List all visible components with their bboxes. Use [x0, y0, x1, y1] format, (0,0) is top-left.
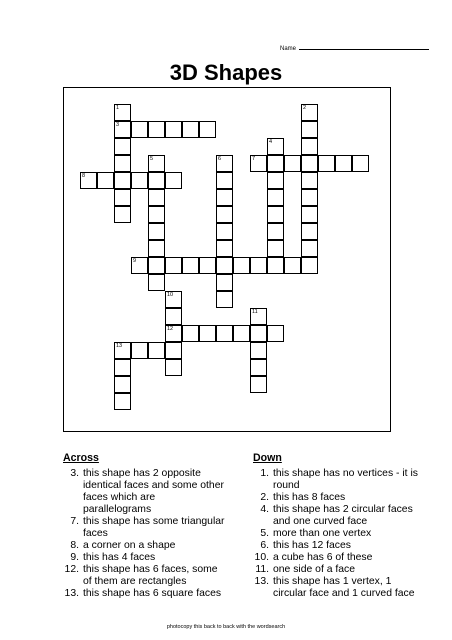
crossword-cell[interactable] — [250, 342, 267, 359]
clue-num: 8. — [70, 540, 79, 551]
crossword-cell[interactable] — [216, 223, 233, 240]
down-clue — [245, 576, 425, 600]
clue-number: 13 — [116, 343, 123, 349]
crossword-cell[interactable] — [267, 189, 284, 206]
crossword-cell[interactable] — [216, 257, 233, 274]
crossword-cell[interactable] — [165, 172, 182, 189]
clue-number: 2 — [303, 105, 307, 111]
crossword-cell[interactable] — [148, 206, 165, 223]
across-clue — [55, 564, 225, 588]
across-heading: Across — [63, 452, 99, 464]
crossword-cell[interactable] — [165, 342, 182, 359]
clue-num: 13. — [254, 576, 269, 587]
clue-text: this shape has 6 faces, some of them are rectangles — [83, 564, 218, 587]
crossword-cell[interactable] — [250, 155, 267, 172]
crossword-cell[interactable] — [131, 342, 148, 359]
crossword-cell[interactable] — [250, 308, 267, 325]
crossword-cell[interactable] — [301, 155, 318, 172]
clue-text: this shape has no vertices - it is round — [273, 468, 418, 491]
crossword-cell[interactable] — [114, 172, 131, 189]
clue-number: 1 — [116, 105, 120, 111]
down-clue — [245, 492, 425, 504]
crossword-cell[interactable] — [165, 325, 182, 342]
crossword-cell[interactable] — [267, 325, 284, 342]
crossword-cell[interactable] — [301, 172, 318, 189]
across-clues — [55, 452, 225, 600]
clue-text: this has 4 faces — [83, 552, 156, 563]
name-underline — [299, 44, 429, 50]
clue-number: 9 — [133, 258, 137, 264]
crossword-cell[interactable] — [148, 155, 165, 172]
crossword-cell[interactable] — [301, 223, 318, 240]
crossword-cell[interactable] — [216, 240, 233, 257]
clue-num: 13. — [64, 588, 79, 599]
crossword-cell[interactable] — [148, 274, 165, 291]
crossword-cell[interactable] — [165, 359, 182, 376]
crossword-cell[interactable] — [148, 121, 165, 138]
crossword-cell[interactable] — [301, 138, 318, 155]
crossword-cell[interactable] — [250, 325, 267, 342]
across-clue — [55, 588, 225, 600]
crossword-cell[interactable] — [165, 291, 182, 308]
down-clue — [245, 504, 425, 528]
down-clues — [245, 452, 425, 600]
clue-num: 6. — [260, 540, 269, 551]
crossword-cell[interactable] — [199, 325, 216, 342]
crossword-cell[interactable] — [114, 104, 131, 121]
crossword-cell[interactable] — [250, 376, 267, 393]
clue-num: 7. — [70, 516, 79, 527]
crossword-cell[interactable] — [301, 104, 318, 121]
crossword-cell[interactable] — [148, 257, 165, 274]
clue-text: this shape has 2 opposite identical faces and some other faces which are parallelograms — [83, 468, 224, 515]
crossword-cell[interactable] — [267, 138, 284, 155]
crossword-cell[interactable] — [182, 121, 199, 138]
clue-num: 3. — [70, 468, 79, 479]
crossword-cell[interactable] — [148, 189, 165, 206]
clue-num: 12. — [64, 564, 79, 575]
clue-num: 9. — [70, 552, 79, 563]
crossword-cell[interactable] — [301, 189, 318, 206]
crossword-cell[interactable] — [216, 325, 233, 342]
clue-num: 2. — [260, 492, 269, 503]
crossword-cell[interactable] — [114, 155, 131, 172]
crossword-cell[interactable] — [250, 257, 267, 274]
down-clue — [245, 468, 425, 492]
crossword-cell[interactable] — [250, 359, 267, 376]
down-clue — [245, 552, 425, 564]
crossword-cell[interactable] — [114, 206, 131, 223]
clue-text: this shape has 1 vertex, 1 circular face and 1 curved face — [273, 576, 415, 599]
clue-num: 4. — [260, 504, 269, 515]
crossword-cell[interactable] — [114, 138, 131, 155]
crossword-cell[interactable] — [216, 274, 233, 291]
clue-num: 1. — [260, 468, 269, 479]
crossword-cell[interactable] — [114, 376, 131, 393]
name-label: Name — [280, 46, 297, 52]
crossword-cell[interactable] — [114, 359, 131, 376]
crossword-cell[interactable] — [114, 189, 131, 206]
down-heading: Down — [253, 452, 282, 464]
crossword-cell[interactable] — [216, 155, 233, 172]
crossword-cell[interactable] — [216, 206, 233, 223]
clue-num: 5. — [260, 528, 269, 539]
crossword-cell[interactable] — [80, 172, 97, 189]
crossword-cell[interactable] — [267, 206, 284, 223]
crossword-cell[interactable] — [165, 121, 182, 138]
crossword-cell[interactable] — [301, 240, 318, 257]
crossword-cell[interactable] — [284, 257, 301, 274]
crossword-cell[interactable] — [97, 172, 114, 189]
crossword-cell[interactable] — [131, 172, 148, 189]
across-clue — [55, 468, 225, 516]
down-clue — [245, 528, 425, 540]
crossword-cell[interactable] — [335, 155, 352, 172]
crossword-cell[interactable] — [114, 121, 131, 138]
crossword-cell[interactable] — [148, 223, 165, 240]
clue-text: a corner on a shape — [83, 540, 176, 551]
crossword-cell[interactable] — [267, 172, 284, 189]
crossword-cell[interactable] — [233, 257, 250, 274]
crossword-cell[interactable] — [131, 121, 148, 138]
clue-text: this shape has 2 circular faces and one curved face — [273, 504, 413, 527]
footer-note: photocopy this back to back with the wordsearch — [166, 624, 286, 630]
clue-num: 10. — [254, 552, 269, 563]
clue-text: a cube has 6 of these — [273, 552, 373, 563]
clue-number: 6 — [218, 156, 222, 162]
crossword-cell[interactable] — [182, 257, 199, 274]
crossword-cell[interactable] — [267, 223, 284, 240]
clue-text: this has 8 faces — [273, 492, 346, 503]
crossword-cell[interactable] — [182, 325, 199, 342]
crossword-cell[interactable] — [318, 155, 335, 172]
crossword-cell[interactable] — [199, 121, 216, 138]
page-title: 3D Shapes — [169, 60, 283, 85]
clue-number: 5 — [150, 156, 154, 162]
clue-number: 12 — [167, 326, 174, 332]
crossword-cell[interactable] — [301, 257, 318, 274]
down-clue — [245, 564, 425, 576]
crossword-cell[interactable] — [284, 155, 301, 172]
crossword-cell[interactable] — [148, 240, 165, 257]
crossword-cell[interactable] — [131, 257, 148, 274]
crossword-cell[interactable] — [165, 257, 182, 274]
clue-text: this shape has some triangular faces — [83, 516, 225, 539]
crossword-cell[interactable] — [148, 342, 165, 359]
crossword-cell[interactable] — [165, 308, 182, 325]
clue-number: 8 — [82, 173, 86, 179]
crossword-cell[interactable] — [148, 172, 165, 189]
crossword-cell[interactable] — [114, 342, 131, 359]
crossword-cell[interactable] — [216, 291, 233, 308]
crossword-cell[interactable] — [216, 172, 233, 189]
crossword-cell[interactable] — [267, 257, 284, 274]
clue-number: 7 — [252, 156, 256, 162]
crossword-cell[interactable] — [216, 189, 233, 206]
clue-number: 10 — [167, 292, 174, 298]
across-clue — [55, 540, 225, 552]
crossword-cell[interactable] — [301, 121, 318, 138]
clue-number: 3 — [116, 122, 120, 128]
crossword-cell[interactable] — [199, 257, 216, 274]
across-clue — [55, 552, 225, 564]
clue-num: 11. — [255, 564, 269, 575]
clue-number: 4 — [269, 139, 273, 145]
crossword-cell[interactable] — [114, 393, 131, 410]
crossword-cell[interactable] — [301, 206, 318, 223]
clue-number: 11 — [252, 309, 258, 315]
crossword-cell[interactable] — [267, 155, 284, 172]
crossword-cell[interactable] — [267, 240, 284, 257]
clue-text: this shape has 6 square faces — [83, 588, 222, 599]
crossword-cell[interactable] — [233, 325, 250, 342]
down-clue — [245, 540, 425, 552]
crossword-cell[interactable] — [352, 155, 369, 172]
name-field[interactable] — [280, 44, 430, 52]
clue-text: one side of a face — [273, 564, 356, 575]
across-clue — [55, 516, 225, 540]
clue-text: more than one vertex — [273, 528, 372, 539]
clue-text: this has 12 faces — [273, 540, 351, 551]
